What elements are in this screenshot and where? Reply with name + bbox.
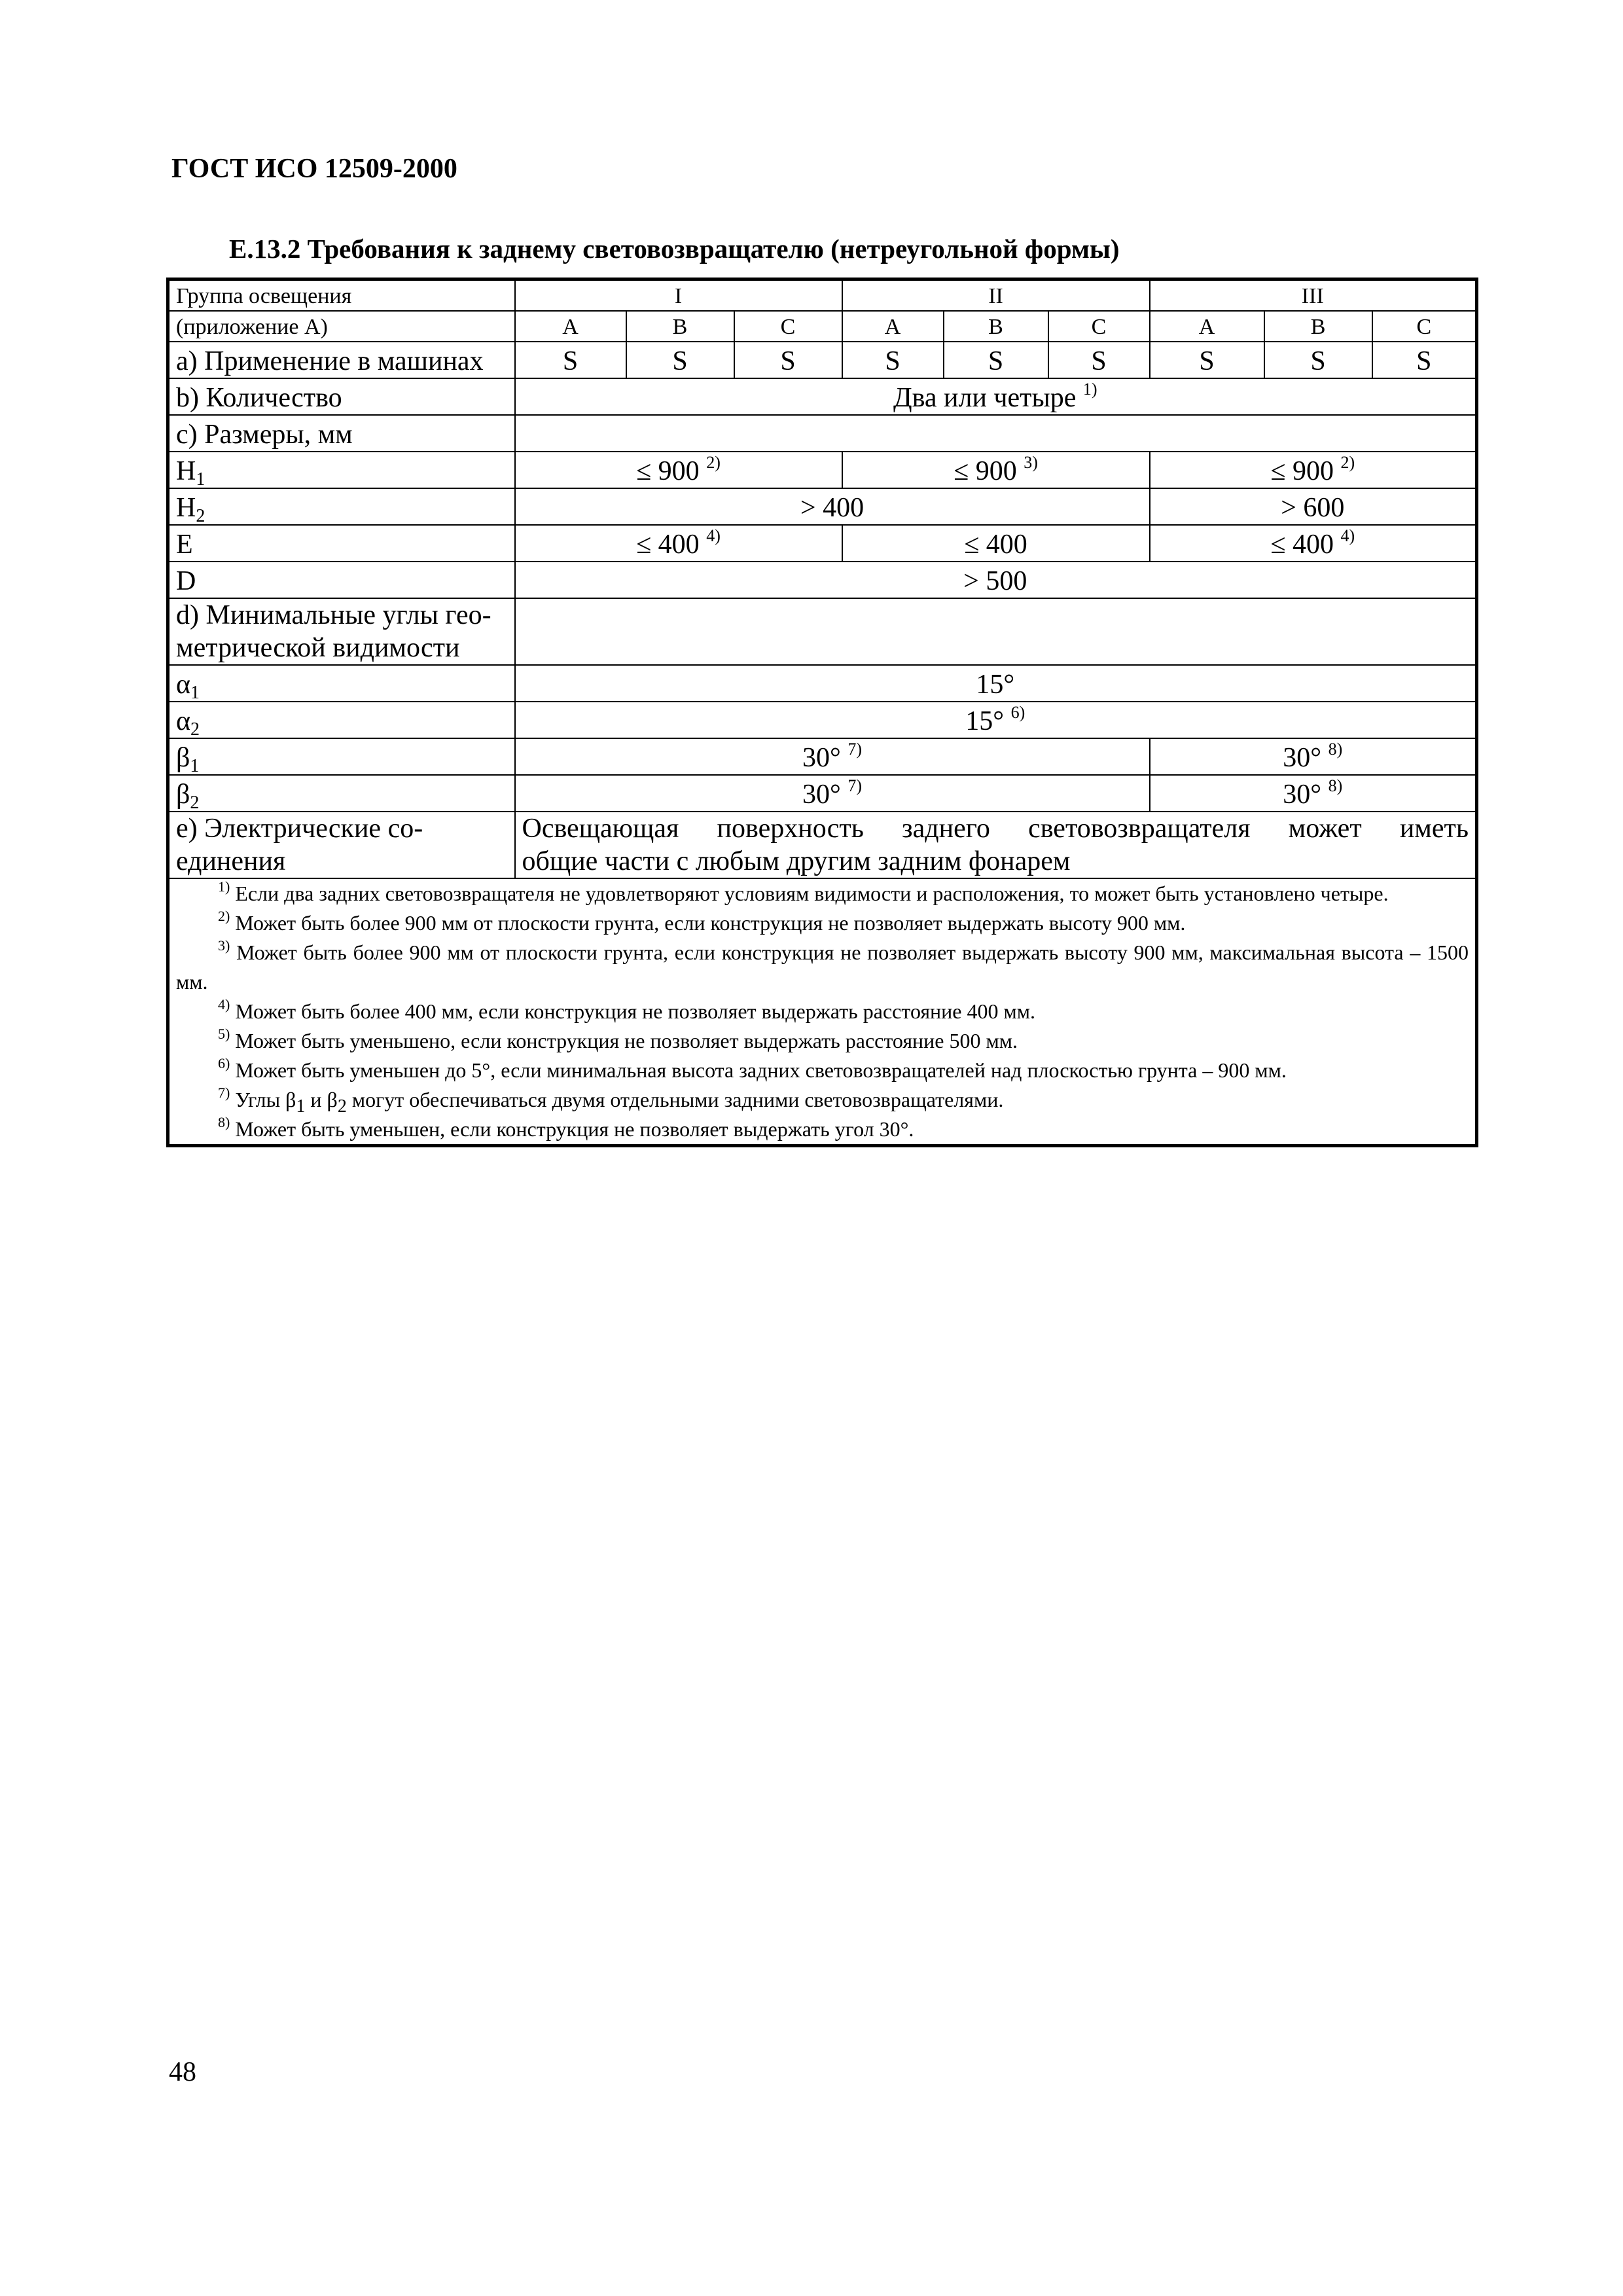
subgroup-header: C [1048, 311, 1150, 342]
footnote [176, 1115, 1469, 1144]
cell-value: ≤ 900 [954, 456, 1017, 486]
footnote [176, 1085, 1469, 1115]
table-cell [515, 775, 1150, 812]
subgroup-header: A [515, 311, 626, 342]
document-header: ГОСТ ИСО 12509-2000 [171, 154, 457, 184]
footnote [176, 908, 1469, 938]
group-header-3: III [1150, 279, 1477, 312]
row-label [168, 702, 515, 738]
footnote-mark: 6) [218, 1055, 230, 1071]
row-label [168, 488, 515, 525]
row-label [168, 738, 515, 775]
footnotes [168, 878, 1477, 1146]
table-row-dimensions [168, 415, 1477, 452]
page-number: 48 [169, 2057, 196, 2087]
table-cell: S [515, 342, 626, 378]
symbol: α [176, 706, 191, 736]
row-label-line: единения [176, 846, 286, 876]
footnote-ref: 7) [847, 776, 862, 795]
symbol: H [176, 456, 196, 486]
symbol-index: 1 [296, 1096, 306, 1117]
footnote-ref: 2) [706, 453, 721, 472]
row-label-line: е) Электрические со- [176, 814, 423, 844]
table-cell [1150, 738, 1477, 775]
table-row-electrical [168, 812, 1477, 878]
footnote-ref: 4) [1340, 526, 1355, 545]
symbol-index: 2 [337, 1096, 347, 1117]
cell-value: 30° [802, 743, 841, 773]
table-cell-empty [515, 415, 1477, 452]
table-cell: S [734, 342, 842, 378]
table-cell [515, 452, 842, 488]
table-cell [515, 738, 1150, 775]
symbol-index: 2 [190, 793, 200, 813]
footnote-text: Может быть более 400 мм, если конструкция не позволяет выдержать расстояние 400 мм. [235, 999, 1035, 1023]
cell-value: ≤ 900 [636, 456, 700, 486]
cell-value: ≤ 900 [1270, 456, 1334, 486]
footnote-ref: 3) [1024, 453, 1038, 472]
table-row-alpha1 [168, 665, 1477, 702]
symbol-index: 1 [190, 683, 200, 703]
symbol-index: 2 [196, 506, 205, 526]
group-label: Группа освещения [168, 279, 515, 312]
group-header-1: I [515, 279, 842, 312]
footnote-mark: 2) [218, 908, 230, 924]
footnote-mark: 7) [218, 1085, 230, 1101]
symbol: β [176, 780, 190, 810]
footnote-mark: 5) [218, 1026, 230, 1042]
footnote-ref: 2) [1340, 453, 1355, 472]
table-cell: > 600 [1150, 488, 1477, 525]
footnote-mark: 3) [218, 937, 230, 954]
table-row-beta1 [168, 738, 1477, 775]
table-cell [515, 525, 842, 562]
table-cell: S [842, 342, 944, 378]
footnote-ref: 7) [847, 740, 862, 759]
cell-value: Два или четыре [893, 383, 1077, 413]
table-cell-empty [515, 598, 1477, 665]
row-label: с) Размеры, мм [168, 415, 515, 452]
table-title: Е.13.2 Требования к заднему световозвращателю (нетреугольной формы) [229, 234, 1120, 264]
row-label: а) Применение в машинах [168, 342, 515, 378]
footnote-text: Если два задних световозвращателя не удовлетворяют условиям видимости и расположения, то может быть установлено четыре. [235, 882, 1389, 905]
cell-value: 30° [802, 780, 841, 810]
cell-value: ≤ 400 [636, 529, 700, 560]
table-row-h1 [168, 452, 1477, 488]
footnote-mark: 1) [218, 878, 230, 895]
footnote-text: Может быть более 900 мм от плоскости грунта, если конструкция не позволяет выдержать высоту 900 мм. [235, 911, 1186, 935]
table-row-quantity [168, 378, 1477, 415]
footnote-text: и β [305, 1088, 338, 1111]
table-cell [515, 378, 1477, 415]
row-label [168, 598, 515, 665]
footnote-ref: 1) [1082, 380, 1097, 399]
table-cell [1150, 775, 1477, 812]
subgroup-header: B [1264, 311, 1372, 342]
subgroup-header: A [842, 311, 944, 342]
table-row-application [168, 342, 1477, 378]
table-cell: S [626, 342, 734, 378]
row-label-line: d) Минимальные углы гео- [176, 600, 491, 630]
table-cell: S [1048, 342, 1150, 378]
subgroup-header: A [1150, 311, 1264, 342]
table-cell [842, 452, 1150, 488]
footnote [176, 1056, 1469, 1085]
row-label: E [168, 525, 515, 562]
table-cell: 15° [515, 665, 1477, 702]
subgroup-header: C [1372, 311, 1477, 342]
group-label-annex: (приложение А) [168, 311, 515, 342]
footnote [176, 1026, 1469, 1056]
symbol-index: 2 [190, 719, 200, 740]
table-row-h2 [168, 488, 1477, 525]
footnote-text: Может быть уменьшен, если конструкция не позволяет выдержать угол 30°. [235, 1117, 914, 1141]
row-label: b) Количество [168, 378, 515, 415]
footnote-mark: 4) [218, 996, 230, 1013]
table-cell: > 500 [515, 562, 1477, 598]
cell-value: 30° [1283, 743, 1322, 773]
table-cell: S [944, 342, 1048, 378]
cell-line: Освещающая поверхность заднего световозвращателя может иметь [522, 814, 1469, 844]
table-cell [515, 812, 1477, 878]
cell-value: ≤ 400 [1270, 529, 1334, 560]
footnote-text: могут обеспечиваться двумя отдельными задними световозвращателями. [346, 1088, 1004, 1111]
footnote [176, 938, 1469, 997]
symbol: H [176, 493, 196, 523]
table-row-e [168, 525, 1477, 562]
footnote-ref: 6) [1010, 703, 1026, 722]
table-cell [1150, 525, 1477, 562]
row-label [168, 812, 515, 878]
table-row-beta2 [168, 775, 1477, 812]
footnote-text: Может быть уменьшено, если конструкция не позволяет выдержать расстояние 500 мм. [235, 1029, 1018, 1052]
table-cell: S [1372, 342, 1477, 378]
table-cell: S [1264, 342, 1372, 378]
footnote [176, 997, 1469, 1026]
table-row-alpha2 [168, 702, 1477, 738]
table-row-angles [168, 598, 1477, 665]
footnote-ref: 8) [1328, 740, 1343, 759]
header-row-subgroups [168, 311, 1477, 342]
group-header-2: II [842, 279, 1150, 312]
footnote [176, 879, 1469, 908]
cell-line: общие части с любым другим задним фонарем [522, 846, 1071, 876]
table-row-d [168, 562, 1477, 598]
table-cell: S [1150, 342, 1264, 378]
table-cell: > 400 [515, 488, 1150, 525]
table-cell: ≤ 400 [842, 525, 1150, 562]
table-cell [1150, 452, 1477, 488]
requirements-table [166, 278, 1478, 1147]
subgroup-header: B [944, 311, 1048, 342]
row-label: D [168, 562, 515, 598]
symbol: β [176, 743, 190, 773]
header-row-groups [168, 279, 1477, 312]
row-label [168, 775, 515, 812]
table-row-notes [168, 878, 1477, 1146]
footnote-text: Углы β [235, 1088, 296, 1111]
symbol-index: 1 [196, 469, 205, 490]
cell-value: 15° [965, 706, 1005, 736]
row-label-line: метрической видимости [176, 633, 460, 663]
table-cell [515, 702, 1477, 738]
subgroup-header: C [734, 311, 842, 342]
symbol: α [176, 670, 191, 700]
footnote-text: Может быть уменьшен до 5°, если минимальная высота задних световозвращателей над плоскостью грунта – 900 мм. [235, 1058, 1287, 1082]
footnote-mark: 8) [218, 1114, 230, 1130]
subgroup-header: B [626, 311, 734, 342]
row-label [168, 452, 515, 488]
row-label [168, 665, 515, 702]
footnote-text: Может быть более 900 мм от плоскости грунта, если конструкция не позволяет выдержать высоту 900 мм, максимальная высота – 1500 мм. [176, 941, 1469, 994]
footnote-ref: 4) [706, 526, 721, 545]
symbol-index: 1 [190, 756, 200, 776]
footnote-ref: 8) [1328, 776, 1343, 795]
cell-value: 30° [1283, 780, 1322, 810]
